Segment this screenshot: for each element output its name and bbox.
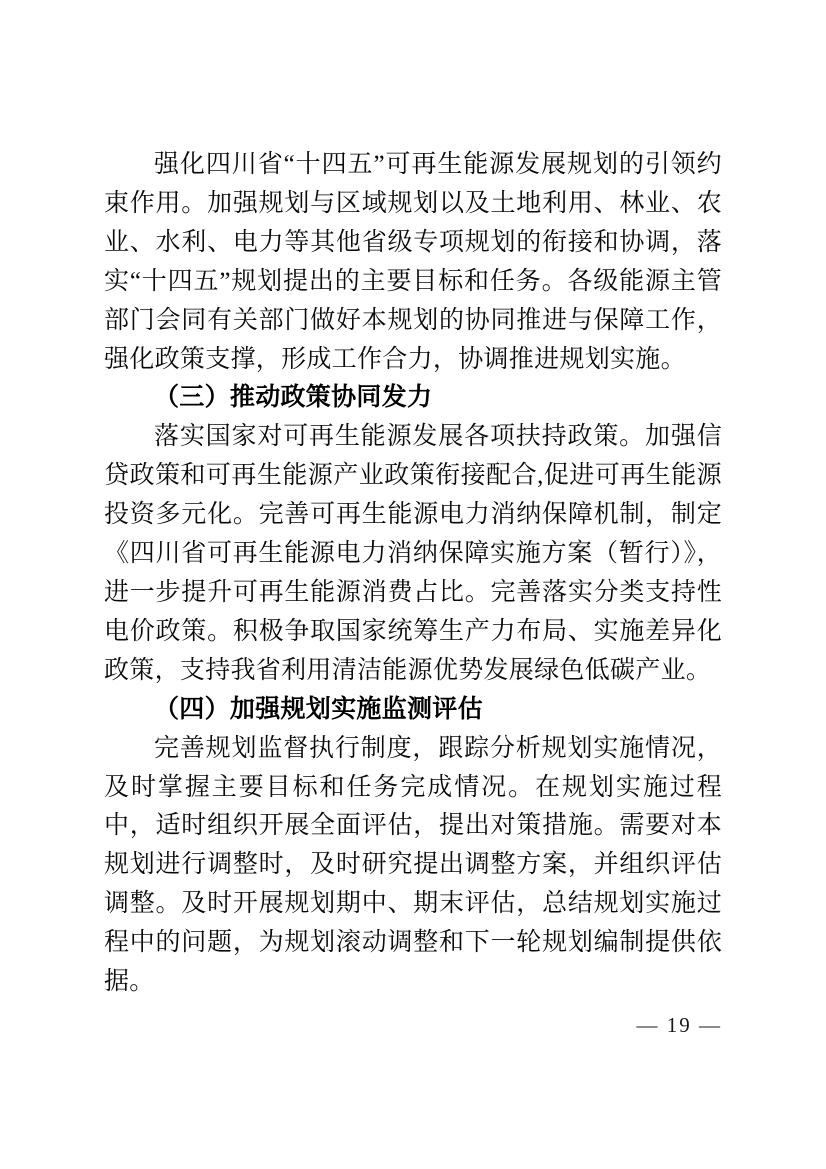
section-heading-4-monitoring-evaluation: （四）加强规划实施监测评估 [154,695,483,723]
section-heading-3-policy-synergy: （三）推动政策协同发力 [154,384,433,412]
page-number: — 19 — [636,1013,722,1037]
body-paragraph-monitoring-evaluation: 完善规划监督执行制度，跟踪分析规划实施情况，及时掌握主要目标和任务完成情况。在规划实施过程中，适时组织开展全面评估，提出对策措施。需要对本规划进行调整时，及时研究提出调整方案，并组织评估调整。及时开展规划期中、期末评估，总结规划实施过程中的问题，为规划滚动调整和下一轮规划编制提供依据。 [104,734,722,996]
body-paragraph-implementation-coordination: 强化四川省“十四五”可再生能源发展规划的引领约束作用。加强规划与区域规划以及土地利用、林业、农业、水利、电力等其他省级专项规划的衔接和协调，落实“十四五”规划提出的主要目标和任务。各级能源主管部门会同有关部门做好本规划的协同推进与保障工作，强化政策支撑，形成工作合力，协调推进规划实施。 [104,151,722,373]
document-body [104,146,722,1002]
body-paragraph-policy-support: 落实国家对可再生能源发展各项扶持政策。加强信贷政策和可再生能源产业政策衔接配合,促进可再生能源投资多元化。完善可再生能源电力消纳保障机制，制定《四川省可再生能源电力消纳保障实施方案（暂行）》，进一步提升可再生能源消费占比。完善落实分类支持性电价政策。积极争取国家统筹生产力布局、实施差异化政策，支持我省利用清洁能源优势发展绿色低碳产业。 [104,423,722,684]
